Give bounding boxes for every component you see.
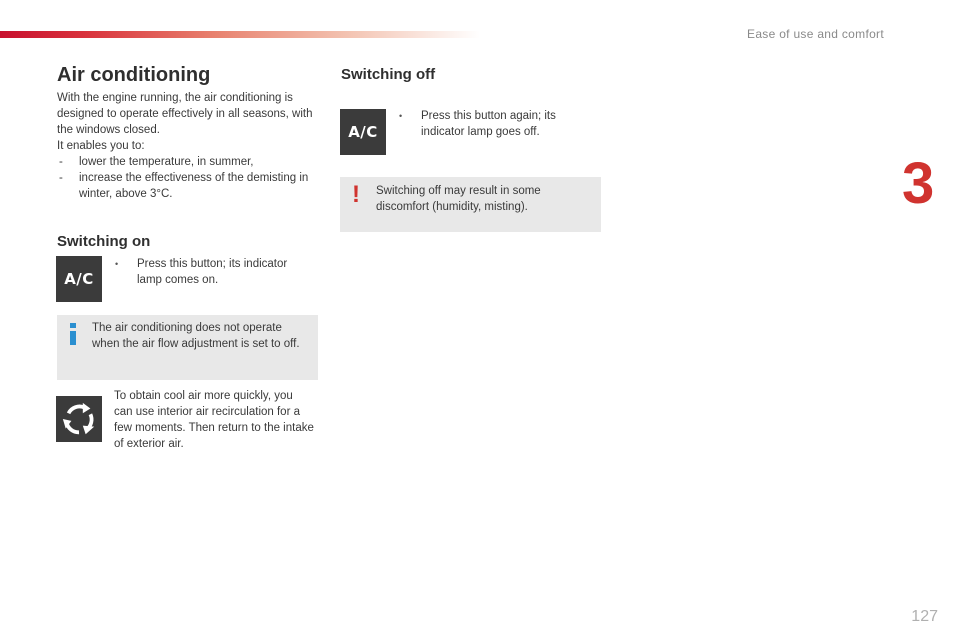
recirculation-icon bbox=[56, 396, 102, 442]
intro-paragraph: With the engine running, the air conditioning is designed to operate effectively in all seasons, with the windows closed. bbox=[57, 92, 313, 136]
list-item: - increase the effectiveness of the demisting in winter, above 3°C. bbox=[59, 172, 309, 200]
enables-list bbox=[57, 154, 322, 202]
warning-note-text: Switching off may result in some discomfort (humidity, misting). bbox=[376, 185, 541, 213]
recirculation-arrows-icon bbox=[60, 400, 98, 438]
switching-off-step-text: Press this button again; its indicator lamp goes off. bbox=[421, 110, 556, 138]
header-color-bar bbox=[0, 31, 480, 38]
ac-button-icon bbox=[340, 109, 386, 155]
switching-on-step-text: Press this button; its indicator lamp comes on. bbox=[137, 258, 288, 286]
bullet-arrow-icon: • bbox=[115, 259, 119, 269]
list-item: - lower the temperature, in summer, bbox=[59, 156, 254, 168]
bullet-arrow-icon: • bbox=[399, 111, 403, 121]
info-note bbox=[57, 315, 318, 380]
enables-label: It enables you to: bbox=[57, 140, 145, 152]
page-number: 127 bbox=[911, 608, 938, 625]
recirculation-text: To obtain cool air more quickly, you can use interior air recirculation for a few moments. Then return to the intake of exterior air. bbox=[114, 390, 314, 450]
chapter-number: 3 bbox=[902, 151, 935, 216]
ac-button-icon bbox=[56, 256, 102, 302]
switching-on-step bbox=[115, 256, 315, 288]
switching-on-title: Switching on bbox=[57, 233, 151, 250]
switching-off-title: Switching off bbox=[341, 66, 436, 83]
ac-label: A/C bbox=[348, 123, 378, 141]
info-icon bbox=[70, 323, 76, 345]
warning-icon: ! bbox=[352, 181, 360, 208]
info-note-text: The air conditioning does not operate when the air flow adjustment is set to off. bbox=[92, 322, 300, 350]
ac-label: A/C bbox=[64, 270, 94, 288]
section-label: Ease of use and comfort bbox=[747, 27, 884, 41]
page-title: Air conditioning bbox=[57, 64, 211, 86]
intro-text bbox=[57, 90, 322, 202]
warning-note bbox=[340, 177, 601, 232]
switching-off-step bbox=[399, 108, 589, 140]
